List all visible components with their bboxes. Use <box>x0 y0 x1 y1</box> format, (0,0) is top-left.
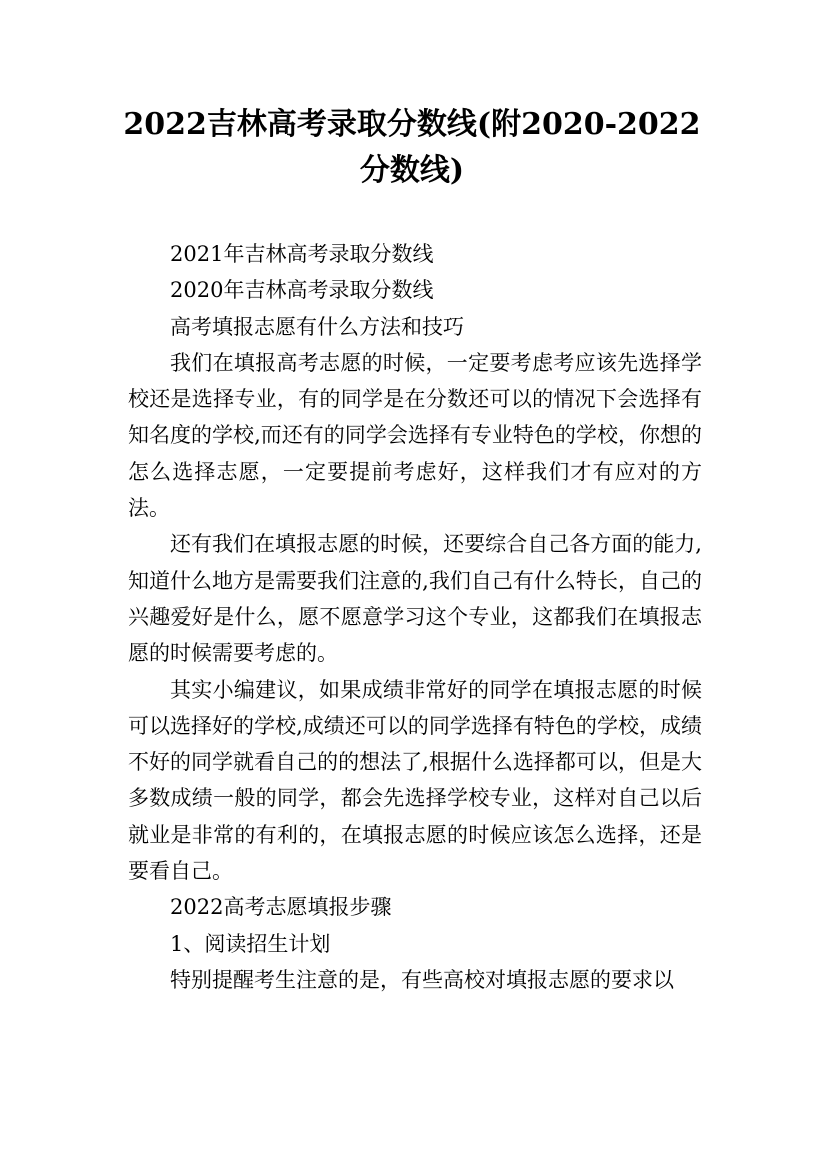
paragraph-1: 2021年吉林高考录取分数线 <box>170 242 434 266</box>
paragraph-2: 2020年吉林高考录取分数线 <box>170 278 434 303</box>
document-title: 2022吉林高考录取分数线(附2020-2022分数线) <box>123 107 701 188</box>
paragraph-5: 还有我们在填报志愿的时候，还要综合自己各方面的能力,知道什么地方是需要我们注意的,我们自己有什么特长，自己的兴趣爱好是什么，愿不愿意学习这个专业，这都我们在填报志愿的时候需要考虑的。 <box>128 532 702 666</box>
paragraph-4: 我们在填报高考志愿的时候，一定要考虑考应该先选择学校还是选择专业，有的同学是在分数还可以的情况下会选择有知名度的学校,而还有的同学会选择有专业特色的学校，你想的怎么选择志愿，一定要提前考虑好，这样我们才有应对的方法。 <box>128 350 702 521</box>
paragraph-6: 其实小编建议，如果成绩非常好的同学在填报志愿的时候可以选择好的学校,成绩还可以的同学选择有特色的学校，成绩不好的同学就看自己的的想法了,根据什么选择都可以，但是大多数成绩一般的同学，都会先选择学校专业，这样对自己以后就业是非常的有利的，在填报志愿的时候应该怎么选择，还是要看自己。 <box>128 677 702 884</box>
document-body <box>128 236 702 998</box>
paragraph-8: 1、阅读招生计划 <box>170 931 331 956</box>
paragraph-9: 特别提醒考生注意的是，有些高校对填报志愿的要求以 <box>170 967 674 992</box>
paragraph-3: 高考填报志愿有什么方法和技巧 <box>170 314 464 339</box>
paragraph-7: 2022高考志愿填报步骤 <box>170 895 392 920</box>
